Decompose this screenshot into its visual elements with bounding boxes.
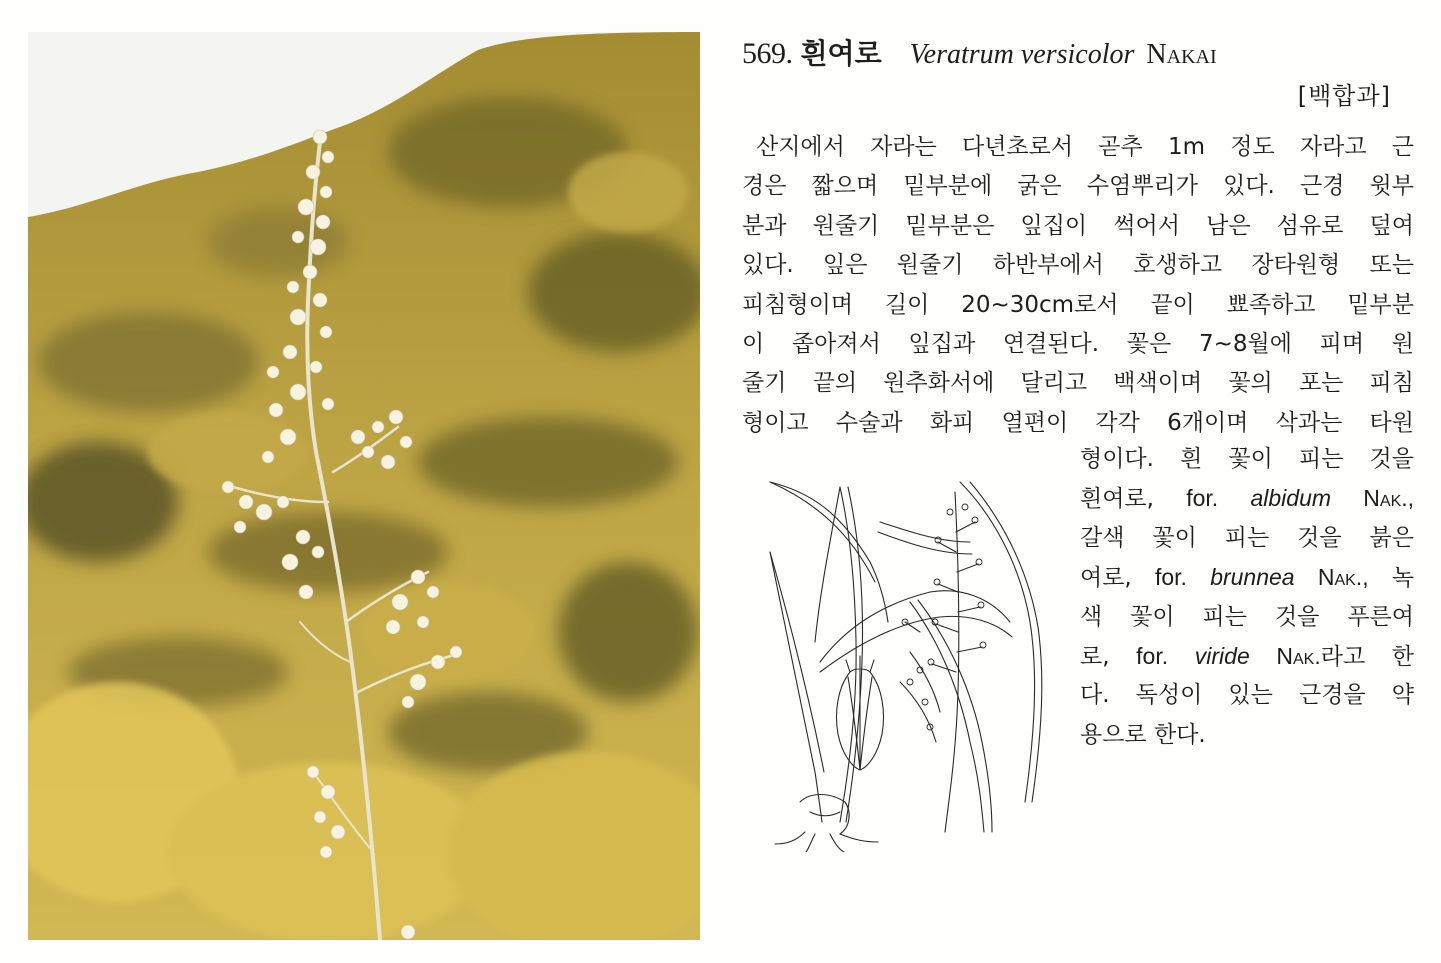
plant-photograph — [28, 32, 700, 940]
text-fragment: 녹 — [1391, 565, 1414, 592]
botanical-illustration — [760, 472, 1060, 852]
text-line: 줄기 끝의 원추화서에 달리고 백색이며 꽃의 포는 피침 — [742, 370, 1414, 397]
form-abbrev: for. — [1136, 642, 1169, 669]
text-line: 다. 독성이 있는 근경을 약 — [1080, 682, 1414, 709]
form-author: Nak., — [1363, 485, 1414, 512]
text-line: 분과 원줄기 밑부분은 잎집이 썩어서 남은 섬유로 덮여 — [742, 212, 1414, 239]
text-line: 산지에서 자라는 다년초로서 곧추 1m 정도 자라고 근 — [756, 134, 1414, 160]
text-line: 이 좁아져서 잎집과 연결된다. 꽃은 7~8월에 피며 원 — [742, 330, 1414, 357]
text-line: 색 꽃이 피는 것을 푸른여 — [1080, 603, 1414, 630]
description-text — [742, 128, 1414, 443]
author-name: Nakai — [1146, 39, 1217, 70]
entry-number: 569. — [742, 37, 793, 70]
entry-header — [742, 32, 1342, 76]
latin-plant-name: Veratrum versicolor — [909, 39, 1135, 70]
text-line: 갈색 꽃이 피는 것을 붉은 — [1080, 524, 1414, 551]
text-line: 경은 짧으며 밑부분에 굵은 수염뿌리가 있다. 근경 윗부 — [742, 173, 1414, 200]
text-line — [1080, 558, 1414, 597]
text-line: 형이다. 흰 꽃이 피는 것을 — [1080, 446, 1414, 472]
plant-family: [백합과] — [1297, 82, 1391, 110]
form-epithet: viride — [1194, 642, 1250, 669]
text-line — [1080, 637, 1414, 676]
form-name-korean: 여로, — [1080, 565, 1132, 592]
form-epithet: brunnea — [1210, 564, 1295, 591]
text-line: 있다. 잎은 원줄기 하반부에서 호생하고 장타원형 또는 — [742, 252, 1414, 279]
text-fragment: 라고 한 — [1320, 643, 1414, 670]
form-abbrev: for. — [1186, 485, 1219, 512]
form-author: Nak., — [1317, 564, 1369, 591]
text-line: 피침형이며 길이 20~30cm로서 끝이 뾰족하고 밑부분 — [742, 291, 1414, 318]
korean-plant-name: 흰여로 — [800, 37, 882, 70]
form-epithet: albidum — [1250, 485, 1332, 512]
form-abbrev: for. — [1154, 564, 1187, 591]
text-line: 용으로 한다. — [1080, 721, 1206, 748]
text-line: 형이고 수술과 화피 열편이 각각 6개이며 삭과는 타원 — [742, 409, 1414, 436]
form-author: Nak. — [1276, 642, 1321, 669]
description-text-continued — [1080, 440, 1414, 755]
text-line — [1080, 479, 1414, 518]
form-name-korean: 흰여로, — [1080, 486, 1154, 513]
text-fragment: 로, — [1080, 643, 1110, 670]
